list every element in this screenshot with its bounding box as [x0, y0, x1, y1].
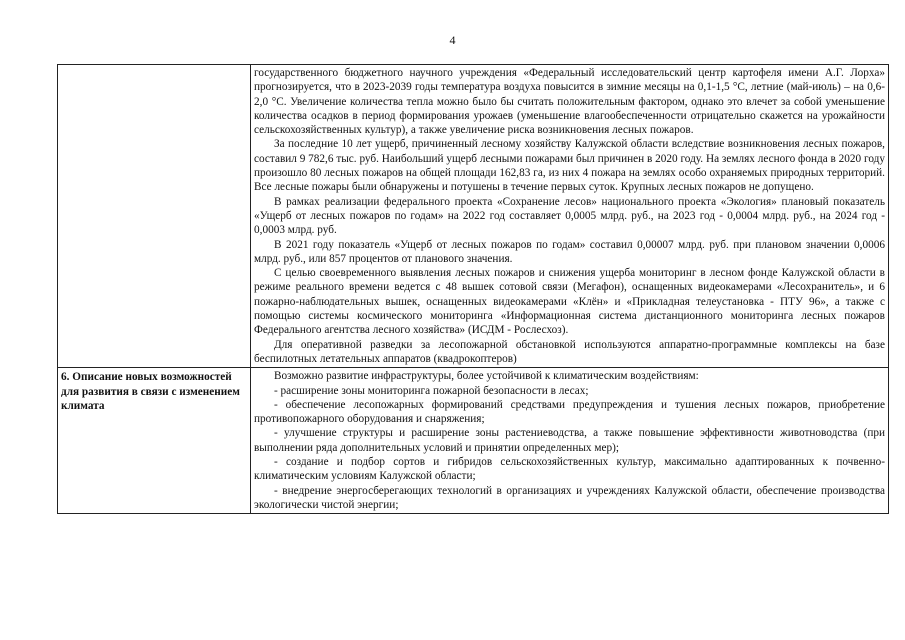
intro-paragraph: Возможно развитие инфраструктуры, более устойчивой к климатическим воздействиям: — [274, 370, 699, 383]
list-item: - создание и подбор сортов и гибридов сельскохозяйственных культур, максимально адаптированных к почвенно-климатическим условиям Калужской области; — [254, 456, 885, 483]
paragraph: Для оперативной разведки за лесопожарной обстановкой используются аппаратно-программные комплексы на базе беспилотных летательных аппаратов (квадрокоптеров) — [254, 338, 885, 365]
list-item: - расширение зоны мониторинга пожарной безопасности в лесах; — [274, 384, 589, 397]
list-item: - обеспечение лесопожарных формирований средствами предупреждения и тушения лесных пожаров, приобретение противопожарного оборудования и снаряжения; — [254, 398, 885, 426]
row2-left-cell — [58, 368, 251, 514]
list-item: - улучшение структуры и расширение зоны растениеводства, а также повышение эффективности животноводства (при выполнении ряда дополнительных условий и принятии определенных мер); — [254, 427, 885, 454]
section-title: 6. Описание новых возможностей для развития в связи с изменением климата — [61, 371, 240, 412]
paragraph: За последние 10 лет ущерб, причиненный лесному хозяйству Калужской области вследствие возникновения лесных пожаров, составил 9 782,6 тыс. руб. Наибольший ущерб лесными пожарами был причинен в 2020 году. На землях лесного фонда в 2020 году произошло 80 лесных пожаров на общей площади 162,83 га, из них 4 пожара на землях особо охраняемых природных территорий. Все лесные пожары были обнаружены и потушены в течение первых суток. Крупных лесных пожаров не допущено. — [254, 138, 885, 194]
page-number: 4 — [449, 33, 456, 47]
paragraph: В 2021 году показатель «Ущерб от лесных пожаров по годам» составил 0,00007 млрд. руб. при плановом значении 0,0006 млрд. руб., или 857 процентов от планового значения. — [254, 238, 885, 265]
table-row — [58, 368, 889, 514]
table-row — [58, 65, 889, 368]
list-item: - внедрение энергосберегающих технологий в организациях и учреждениях Калужской области, обеспечение производства экологически чистой энергии; — [254, 484, 885, 511]
document-table — [57, 64, 889, 514]
row2-right-cell — [251, 368, 889, 514]
row1-left-cell — [58, 65, 251, 368]
paragraph: С целью своевременного выявления лесных пожаров и снижения ущерба мониторинг в лесном фонде Калужской области в режиме реального времени ведется с 48 вышек сотовой связи (Мегафон), оснащенных видеокамерами «Лесохранитель», и 6 пожарно-наблюдательных вышек, оснащенных видеокамерами «Клён» и «Прикладная телеустановка - ПТУ 96», а также с помощью системы космического мониторинга «Информационная система дистанционного мониторинга лесных пожаров Федерального агентства лесного хозяйства» (ИСДМ - Рослесхоз). — [254, 267, 885, 337]
row1-right-cell — [251, 65, 889, 368]
paragraph: В рамках реализации федерального проекта «Сохранение лесов» национального проекта «Экология» плановый показатель «Ущерб от лесных пожаров по годам» на 2022 год составляет 0,0005 млрд. руб., на 2023 год - 0,0004 млрд. руб., на 2024 год - 0,0003 млрд. руб. — [254, 195, 885, 237]
continuation-paragraph: государственного бюджетного научного учреждения «Федеральный исследовательский центр картофеля имени А.Г. Лорха» прогнозируется, что в 2023-2039 годы температура воздуха повысится в зимние месяцы на 0,1-1,5 °С, летние (май-июль) – на 0,6-2,0 °С. Увеличение количества тепла можно было бы считать положительным фактором, однако это влечет за собой уменьшение количества осадков в период формирования урожаев (уменьшение влагообеспеченности отрицательно скажется на урожайности сельскохозяйственных культур), а также увеличение риска возникновения лесных пожаров. — [254, 67, 885, 137]
